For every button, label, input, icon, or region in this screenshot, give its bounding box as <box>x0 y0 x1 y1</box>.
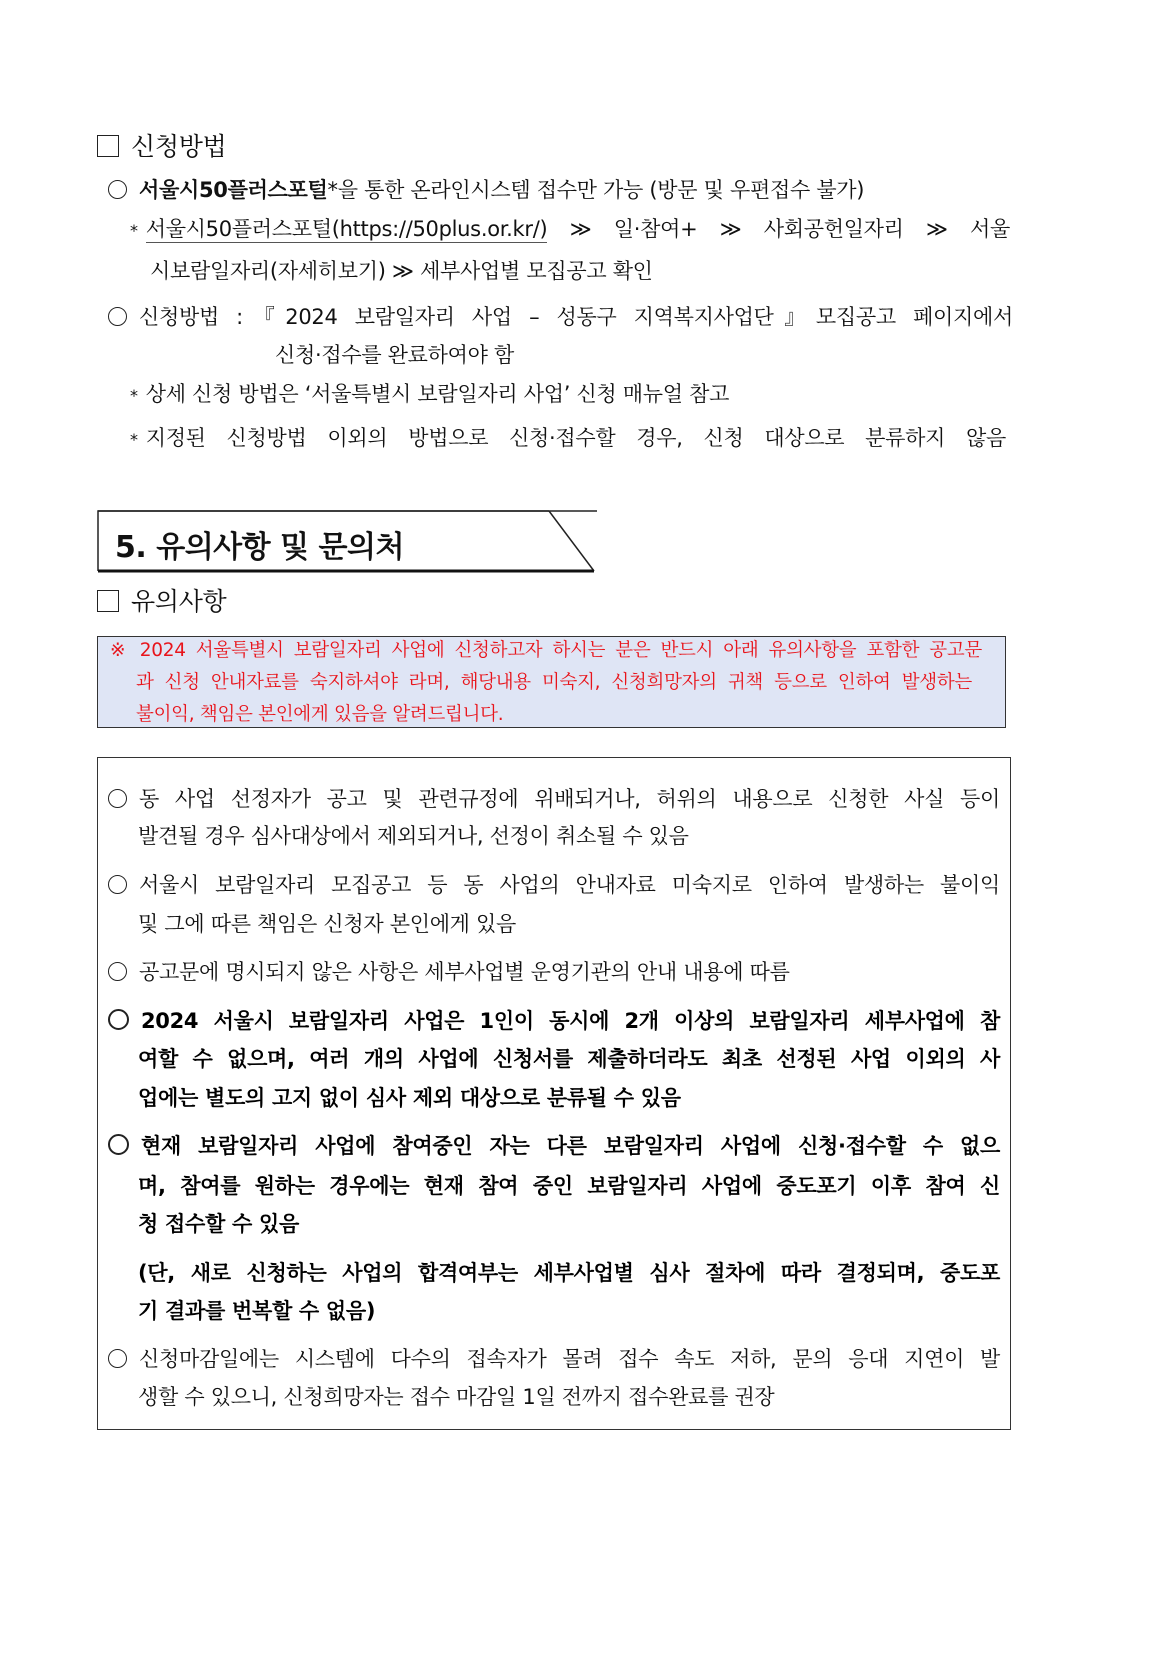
heading-text: 신청방법 <box>131 132 227 161</box>
checkbox-square-icon <box>97 135 119 157</box>
section-heading-method <box>97 133 226 161</box>
notes-item-5-line-1 <box>108 1132 1000 1160</box>
circle-bullet-icon <box>108 1349 127 1368</box>
notes-item-3 <box>108 958 790 986</box>
method-item-2-line-2: 신청·접수를 완료하여야 함 <box>275 343 514 367</box>
notes-item-5-extra-line-2: 기 결과를 번복할 수 없음) <box>138 1299 376 1323</box>
heading-text: 유의사항 <box>131 587 227 616</box>
item-text: 신청방법 :『2024 보람일자리 사업 – 성동구 지역복지사업단』모집공고 페이지에서 <box>139 305 1013 329</box>
method-note-1-line-1 <box>130 215 1010 245</box>
section-5-title: 5. 유의사항 및 문의처 <box>115 530 404 565</box>
circle-bullet-icon <box>108 1134 129 1155</box>
note-text: ≫ 일·참여+ ≫ 사회공헌일자리 ≫ 서울 <box>569 217 1010 241</box>
note-text: 공고문에 명시되지 않은 사항은 세부사업별 운영기관의 안내 내용에 따름 <box>139 960 790 984</box>
circle-bullet-icon <box>108 875 127 894</box>
notes-item-5-line-3: 청 접수할 수 있음 <box>138 1212 299 1236</box>
section-heading-cautions <box>97 588 226 616</box>
circle-bullet-icon <box>108 307 127 326</box>
warning-line-1: ※ 2024 서울특별시 보람일자리 사업에 신청하고자 하시는 분은 반드시 아래 유의사항을 포함한 공고문 <box>110 640 982 661</box>
notes-item-5-line-2: 며, 참여를 원하는 경우에는 현재 참여 중인 보람일자리 사업에 중도포기 이후 참여 신 <box>138 1174 1000 1198</box>
notes-item-5-extra-line-1: (단, 새로 신청하는 사업의 합격여부는 세부사업별 심사 절차에 따라 결정되며, 중도포 <box>138 1261 1000 1285</box>
portal-link[interactable]: 서울시50플러스포털(https://50plus.or.kr/) <box>145 217 548 241</box>
section-5-header <box>97 510 595 572</box>
circle-bullet-icon <box>108 789 127 808</box>
notes-item-4-line-2: 여할 수 없으며, 여러 개의 사업에 신청서를 제출하더라도 최초 선정된 사업 이외의 사 <box>138 1047 1000 1071</box>
asterisk-icon: * <box>130 430 138 449</box>
note-text: 신청마감일에는 시스템에 다수의 접속자가 몰려 접수 속도 저하, 문의 응대 지연이 발 <box>139 1347 1000 1371</box>
method-note-1-line-2: 시보람일자리(자세히보기) ≫ 세부사업별 모집공고 확인 <box>150 259 653 283</box>
circle-bullet-icon <box>108 1009 129 1030</box>
notes-item-4-line-1 <box>108 1007 1000 1035</box>
notes-item-2-line-2: 및 그에 따른 책임은 신청자 본인에게 있음 <box>138 912 517 936</box>
method-item-1 <box>108 176 864 204</box>
circle-bullet-icon <box>108 180 127 199</box>
note-text: 상세 신청 방법은 ‘서울특별시 보람일자리 사업’ 신청 매뉴얼 참고 <box>145 382 730 406</box>
method-item-2-line-1 <box>108 303 1013 331</box>
asterisk-icon: * <box>130 221 138 240</box>
item-text: *을 통한 온라인시스템 접수만 가능 (방문 및 우편접수 불가) <box>327 178 865 202</box>
notes-item-1-line-1 <box>108 785 1000 813</box>
warning-line-3: 불이익, 책임은 본인에게 있음을 알려드립니다. <box>136 704 504 725</box>
circle-bullet-icon <box>108 962 127 981</box>
asterisk-icon: * <box>130 386 138 405</box>
method-note-2 <box>130 380 729 410</box>
notes-item-6-line-2: 생할 수 있으니, 신청희망자는 접수 마감일 1일 전까지 접수완료를 권장 <box>138 1385 775 1409</box>
note-text: 지정된 신청방법 이외의 방법으로 신청·접수할 경우, 신청 대상으로 분류하지 않음 <box>145 426 1006 450</box>
portal-name: 서울시50플러스포털 <box>139 178 328 202</box>
note-text: 서울시 보람일자리 모집공고 등 동 사업의 안내자료 미숙지로 인하여 발생하는 불이익 <box>139 873 1000 897</box>
note-text: 동 사업 선정자가 공고 및 관련규정에 위배되거나, 허위의 내용으로 신청한 사실 등이 <box>139 787 1000 811</box>
method-note-3 <box>130 424 1006 454</box>
note-text: 현재 보람일자리 사업에 참여중인 자는 다른 보람일자리 사업에 신청·접수할 수 없으 <box>141 1134 1000 1158</box>
notes-item-6-line-1 <box>108 1345 1000 1373</box>
notes-item-4-line-3: 업에는 별도의 고지 없이 심사 제외 대상으로 분류될 수 있음 <box>138 1086 681 1110</box>
notes-item-1-line-2: 발견될 경우 심사대상에서 제외되거나, 선정이 취소될 수 있음 <box>138 824 689 848</box>
note-text: 2024 서울시 보람일자리 사업은 1인이 동시에 2개 이상의 보람일자리 세부사업에 참 <box>141 1009 1000 1033</box>
warning-line-2: 과 신청 안내자료를 숙지하셔야 라며, 해당내용 미숙지, 신청희망자의 귀책 등으로 인하여 발생하는 <box>136 672 972 693</box>
checkbox-square-icon <box>97 590 119 612</box>
notes-item-2-line-1 <box>108 871 1000 899</box>
